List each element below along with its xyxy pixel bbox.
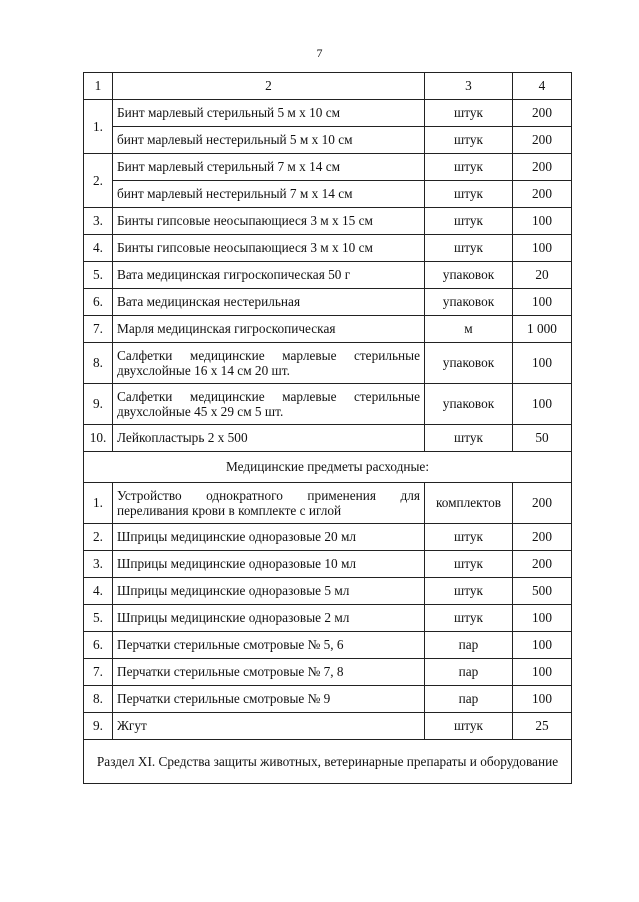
table-row [84,235,572,262]
item-qty: 100 [513,384,572,425]
table-row [84,154,572,181]
item-name: бинт марлевый нестерильный 7 м х 14 см [113,181,425,208]
row-number: 3. [84,551,113,578]
row-number: 3. [84,208,113,235]
row-number: 7. [84,316,113,343]
table-row [84,208,572,235]
item-qty: 100 [513,208,572,235]
item-name: Марля медицинская гигроскопическая [113,316,425,343]
table-row [84,578,572,605]
item-qty: 100 [513,686,572,713]
row-number: 2. [84,154,113,208]
item-unit: штук [425,425,513,452]
row-number: 4. [84,235,113,262]
header-row [84,73,572,100]
item-unit: штук [425,235,513,262]
section-heading-xi: Раздел XI. Средства защиты животных, ветеринарные препараты и оборудование [84,740,572,784]
item-qty: 100 [513,632,572,659]
item-unit: штук [425,524,513,551]
table-row [84,659,572,686]
table-row [84,425,572,452]
item-qty: 25 [513,713,572,740]
item-name: Шприцы медицинские одноразовые 5 мл [113,578,425,605]
item-unit: м [425,316,513,343]
item-unit: штук [425,578,513,605]
item-qty: 500 [513,578,572,605]
item-qty: 200 [513,127,572,154]
table-row [84,524,572,551]
item-unit: упаковок [425,384,513,425]
item-qty: 50 [513,425,572,452]
table-row [84,483,572,524]
item-unit: пар [425,632,513,659]
table-row [84,343,572,384]
item-qty: 100 [513,343,572,384]
item-unit: штук [425,551,513,578]
table-row [84,632,572,659]
item-name: Шприцы медицинские одноразовые 2 мл [113,605,425,632]
table-row [84,289,572,316]
table-row [84,262,572,289]
item-name: Бинты гипсовые неосыпающиеся 3 м х 10 см [113,235,425,262]
item-unit: штук [425,208,513,235]
item-name: Устройство однократного применения для переливания крови в комплекте с иглой [113,483,425,524]
row-number: 2. [84,524,113,551]
table-row [84,384,572,425]
table-row [84,551,572,578]
row-number: 6. [84,289,113,316]
item-qty: 200 [513,524,572,551]
table-row [84,100,572,127]
row-number: 5. [84,262,113,289]
table-row [84,686,572,713]
item-unit: штук [425,605,513,632]
item-unit: штук [425,100,513,127]
section-heading-row [84,452,572,483]
item-name: Бинты гипсовые неосыпающиеся 3 м х 15 см [113,208,425,235]
header-col-4: 4 [513,73,572,100]
row-number: 5. [84,605,113,632]
table-row [84,605,572,632]
item-name: Бинт марлевый стерильный 5 м х 10 см [113,100,425,127]
item-unit: упаковок [425,289,513,316]
item-name: Салфетки медицинские марлевые стерильные двухслойные 16 х 14 см 20 шт. [113,343,425,384]
item-qty: 200 [513,483,572,524]
item-name: Перчатки стерильные смотровые № 5, 6 [113,632,425,659]
item-unit: штук [425,181,513,208]
item-name: Вата медицинская гигроскопическая 50 г [113,262,425,289]
item-unit: упаковок [425,343,513,384]
item-unit: пар [425,659,513,686]
item-name: Вата медицинская нестерильная [113,289,425,316]
item-qty: 100 [513,235,572,262]
item-name: Жгут [113,713,425,740]
row-number: 8. [84,686,113,713]
row-number: 6. [84,632,113,659]
item-name: Салфетки медицинские марлевые стерильные двухслойные 45 х 29 см 5 шт. [113,384,425,425]
row-number: 4. [84,578,113,605]
item-qty: 100 [513,289,572,316]
section-heading-consumables: Медицинские предметы расходные: [84,452,572,483]
table-row [84,713,572,740]
header-col-2: 2 [113,73,425,100]
item-unit: штук [425,154,513,181]
table-row [84,127,572,154]
item-qty: 1 000 [513,316,572,343]
item-name: Бинт марлевый стерильный 7 м х 14 см [113,154,425,181]
item-unit: штук [425,713,513,740]
item-unit: комплектов [425,483,513,524]
table-row [84,316,572,343]
row-number: 1. [84,100,113,154]
row-number: 7. [84,659,113,686]
section-heading-row [84,740,572,784]
row-number: 8. [84,343,113,384]
item-qty: 20 [513,262,572,289]
item-qty: 100 [513,659,572,686]
header-col-3: 3 [425,73,513,100]
item-name: Перчатки стерильные смотровые № 9 [113,686,425,713]
item-qty: 200 [513,181,572,208]
table-row [84,181,572,208]
item-unit: штук [425,127,513,154]
item-name: Шприцы медицинские одноразовые 20 мл [113,524,425,551]
page-number: 7 [316,46,323,60]
item-name: Перчатки стерильные смотровые № 7, 8 [113,659,425,686]
item-unit: пар [425,686,513,713]
item-qty: 200 [513,100,572,127]
item-name: Шприцы медицинские одноразовые 10 мл [113,551,425,578]
header-col-1: 1 [84,73,113,100]
item-qty: 100 [513,605,572,632]
item-qty: 200 [513,154,572,181]
supplies-table [83,72,572,784]
item-name: бинт марлевый нестерильный 5 м х 10 см [113,127,425,154]
item-qty: 200 [513,551,572,578]
row-number: 1. [84,483,113,524]
row-number: 9. [84,713,113,740]
item-name: Лейкопластырь 2 х 500 [113,425,425,452]
item-unit: упаковок [425,262,513,289]
row-number: 9. [84,384,113,425]
row-number: 10. [84,425,113,452]
